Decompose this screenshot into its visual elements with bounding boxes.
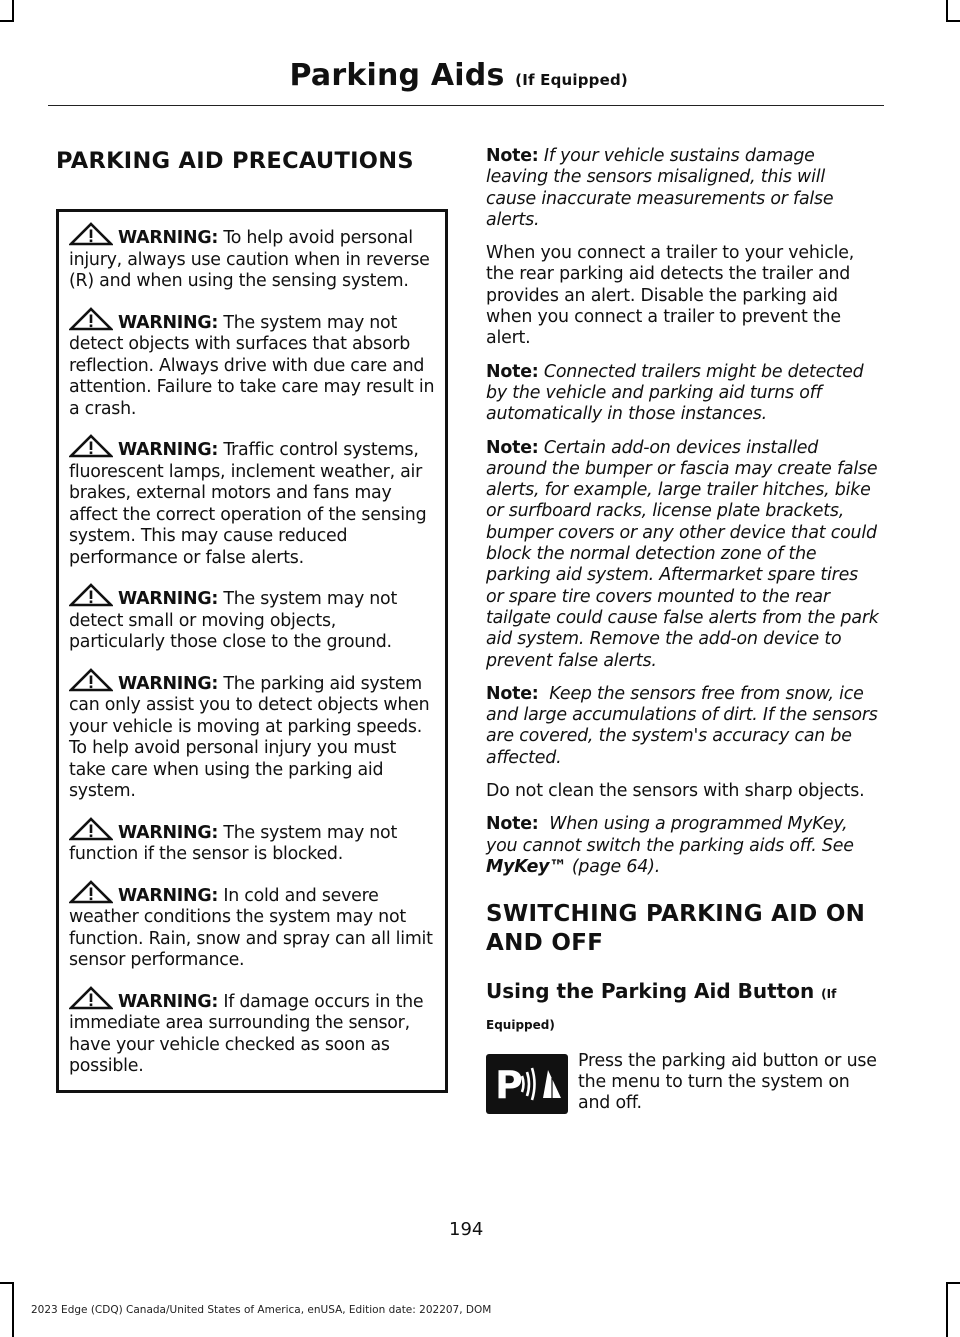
crop-mark-bottom-left-v: [12, 1282, 14, 1337]
svg-text:P: P: [495, 1062, 523, 1107]
body-paragraph: When you connect a trailer to your vehicle, the rear parking aid detects the trailer and provides an alert. Disable the parking aid when you connect a trailer to prevent the alert.: [486, 243, 855, 349]
note-label: Note:: [486, 146, 539, 166]
page-number: 194: [449, 1219, 484, 1240]
warning-triangle-icon: [69, 817, 113, 841]
warning-label: WARNING:: [118, 673, 219, 694]
header-subtitle: (If Equipped): [515, 71, 628, 89]
right-column: [486, 146, 880, 1134]
parking-aid-button-description: Press the parking aid button or use the menu to turn the system on and off.: [578, 1050, 877, 1114]
warning-box: [56, 209, 448, 1093]
warning-item: [69, 434, 437, 569]
note-label: Note:: [486, 814, 539, 835]
note-text: When using a programmed MyKey, you cannot switch the parking aids off. See: [486, 814, 854, 856]
warning-text: The parking aid system can only assist you to detect objects when your vehicle is moving at parking speeds. To help avoid personal injury you must take care when using the parking aid system.: [69, 673, 430, 802]
warning-item: [69, 222, 437, 293]
warning-text: The system may not function if the sensor is blocked.: [69, 822, 398, 865]
crop-mark-top-right-v: [946, 0, 948, 22]
body-paragraph: Do not clean the sensors with sharp objects.: [486, 781, 865, 802]
warning-item: [69, 817, 437, 866]
header-divider: [48, 105, 884, 106]
warning-item: [69, 986, 437, 1078]
note-text: Keep the sensors free from snow, ice and large accumulations of dirt. If the sensors are covered, the system's accuracy can be affected.: [486, 683, 878, 768]
note-label: Note:: [486, 437, 539, 458]
parking-aid-symbol-icon: [486, 1054, 568, 1114]
warning-label: WARNING:: [118, 991, 219, 1012]
warning-item: [69, 668, 437, 803]
header-title-text: Parking Aids: [289, 58, 505, 93]
warning-label: WARNING:: [118, 822, 219, 843]
page-header-title: [290, 58, 628, 93]
warning-triangle-icon: [69, 880, 113, 904]
note-text: Connected trailers might be detected by the vehicle and parking aid turns off automatically in those instances.: [486, 361, 864, 425]
crop-mark-bottom-left-h: [0, 1282, 14, 1284]
mykey-cross-reference-link[interactable]: MyKey™: [486, 856, 567, 877]
subsection-title: Using the Parking Aid Button: [486, 978, 815, 1003]
warning-item: [69, 307, 437, 421]
crop-mark-top-right-h: [946, 20, 960, 22]
note-label: Note:: [486, 361, 539, 382]
crop-mark-top-left-h: [0, 20, 14, 22]
note-paragraph: [486, 684, 880, 769]
warning-label: WARNING:: [118, 440, 219, 461]
warning-text: In cold and severe weather conditions the system may not function. Rain, snow and spray can all limit sensor performance.: [69, 885, 433, 971]
warning-label: WARNING:: [118, 885, 219, 906]
note-paragraph: [486, 814, 880, 878]
parking-aid-button-icon: [486, 1054, 568, 1114]
left-column: [56, 146, 446, 1093]
warning-label: WARNING:: [118, 312, 219, 333]
note-label: Note:: [486, 683, 539, 704]
warning-triangle-icon: [69, 583, 113, 607]
warning-text: If damage occurs in the immediate area surrounding the sensor, have your vehicle checked as soon as possible.: [69, 991, 424, 1077]
warning-triangle-icon: [69, 668, 113, 692]
crop-mark-bottom-right-v: [946, 1282, 948, 1337]
warning-text: To help avoid personal injury, always use caution when in reverse (R) and when using the sensing system.: [69, 228, 430, 292]
section-heading-switching: SWITCHING PARKING AID ON AND OFF: [486, 901, 866, 956]
section-heading-precautions: PARKING AID PRECAUTIONS: [56, 148, 414, 174]
warning-text: Traffic control systems, fluorescent lamps, inclement weather, air brakes, external motors and fans may affect the correct operation of the sensing system. This may cause reduced performance or false alerts.: [69, 440, 427, 568]
subsection-equipped-note: (If Equipped): [486, 986, 837, 1032]
warning-triangle-icon: [69, 222, 113, 246]
warning-text: The system may not detect small or moving objects, particularly those close to the ground.: [69, 589, 398, 653]
warning-triangle-icon: [69, 307, 113, 331]
note-paragraph: [486, 146, 880, 231]
warning-label: WARNING:: [118, 228, 219, 249]
warning-item: [69, 880, 437, 972]
subsection-heading: [486, 976, 880, 1038]
note-paragraph: [486, 362, 880, 426]
note-page-ref: (page 64).: [571, 856, 661, 877]
warning-triangle-icon: [69, 986, 113, 1010]
warning-text: The system may not detect objects with surfaces that absorb reflection. Always drive with due care and attention. Failure to take care may result in a crash.: [69, 312, 435, 419]
note-text: Certain add-on devices installed around the bumper or fascia may create false alerts, for example, large trailer hitches, bike or surfboard racks, license plate brackets, bumper covers or any other device that could block the normal detection zone of the parking aid system. Aftermarket spare tires or spare tire covers mounted to the rear tailgate could cause false alerts from the park aid system. Remove the add-on device to prevent false alerts.: [486, 437, 879, 671]
parking-aid-button-row: [486, 1050, 880, 1134]
warning-label: WARNING:: [118, 589, 219, 610]
warning-item: [69, 583, 437, 654]
note-paragraph: [486, 438, 880, 672]
warning-triangle-icon: [69, 434, 113, 458]
edition-footer: 2023 Edge (CDQ) Canada/United States of America, enUSA, Edition date: 202207, DOM: [31, 1304, 492, 1316]
note-text: If your vehicle sustains damage leaving the sensors misaligned, this will cause inaccurate measurements or false alerts.: [486, 146, 834, 230]
crop-mark-top-left-v: [12, 0, 14, 22]
crop-mark-bottom-right-h: [946, 1282, 960, 1284]
